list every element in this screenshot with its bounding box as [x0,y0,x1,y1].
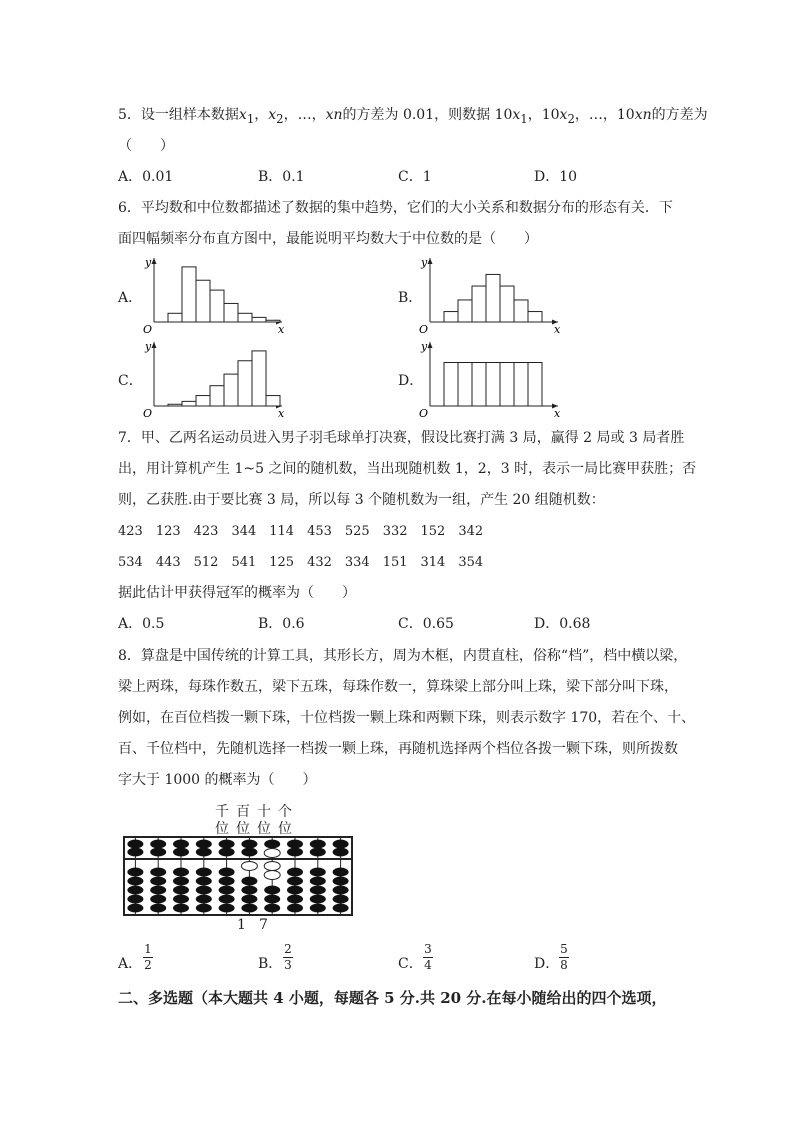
abacus-bead [150,868,166,877]
abacus-bead [219,886,235,895]
denominator: 2 [144,958,152,972]
histogram-bar [168,313,182,322]
q5-stem [118,104,708,126]
q8-line2: 梁上两珠，每珠作数五，梁下五珠，每珠作数一，算珠梁上部分叫上珠，梁下部分叫下珠， [118,679,678,695]
q5-var: x [559,107,568,123]
abacus-bead [127,886,143,895]
histogram-bar [210,290,224,322]
abacus-bead [196,840,212,849]
abacus-bead [310,848,326,857]
abacus-bead [173,840,189,849]
q5-sub1: 1 [246,111,255,126]
q8-option-b[interactable]: B． [258,956,283,972]
x-axis-label: x [278,323,285,336]
abacus-bead [310,886,326,895]
q5-ten: 10 [616,107,635,123]
abacus-bead [333,877,349,886]
histogram-bar [224,303,238,322]
origin-label: O [143,323,153,336]
abacus-bead [127,895,143,904]
abacus-bead [173,848,189,857]
origin-label: O [419,323,429,336]
q5-text-b: 的方差为 0.01，则数据 10 [342,107,513,123]
histogram-c [142,336,292,420]
histogram-bar [514,363,528,407]
q5-var: x [238,107,247,123]
q8-option-c-fraction [423,943,433,972]
histogram-a [142,252,292,336]
abacus-bead [150,848,166,857]
q5-var: x [512,107,521,123]
q5-sub2: 2 [276,111,284,126]
x-axis-label: x [278,407,285,420]
section-2-heading: 二、多选题（本大题共 4 小题，每题各 5 分.共 20 分.在每小随给出的四个选项， [118,989,667,1007]
abacus-bead [287,868,303,877]
denominator: 3 [284,958,292,972]
q7-line3: 则，乙获胜.由于要比赛 3 局，所以每 3 个随机数为一组，产生 20 组随机数： [118,492,605,508]
q7-random-row1: 423 123 423 344 114 453 525 332 152 342 [118,524,484,539]
y-axis-label: y [421,340,428,353]
abacus-bead [287,904,303,913]
histogram-bar [458,300,472,322]
histogram-bar [252,317,266,322]
origin-label: O [419,407,429,420]
abacus-bead [287,848,303,857]
q5-option-c[interactable]: C．1 [398,169,432,185]
abacus-bead [150,904,166,913]
place-label: 十 [257,804,271,820]
histogram-bar [444,312,458,322]
histogram-bar [500,286,514,322]
y-axis-arrow [152,258,157,264]
abacus-figure [120,835,356,919]
q5-option-a[interactable]: A．0.01 [118,169,174,185]
abacus-bead [196,877,212,886]
denominator: 8 [560,958,568,972]
histogram-bar [196,280,210,322]
q5-ellipsis: ，…， [574,107,617,123]
q5-comma: ， [254,107,269,123]
histogram-bar [486,363,500,407]
place-label: 千 [215,804,229,820]
q7-line1: 7．甲、乙两名运动员进入男子羽毛球单打决赛，假设比赛打满 3 局，赢得 2 局或 3 局者胜 [118,430,685,446]
y-axis-label: y [145,256,152,269]
abacus-bead [287,840,303,849]
q8-line5: 字大于 1000 的概率为（ ） [118,772,317,788]
abacus-bead-active [264,862,280,871]
histogram-bar [252,351,266,406]
place-label: 位 [215,821,229,837]
histogram-bar [266,396,280,406]
abacus-bead [264,895,280,904]
q7-option-a[interactable]: A．0.5 [118,616,165,632]
abacus-bead [173,877,189,886]
abacus-bead [196,848,212,857]
q6-option-a-label[interactable]: A． [118,290,143,306]
y-axis-arrow [152,342,157,348]
q6-line2: 面四幅频率分布直方图中，最能说明平均数大于中位数的是（ ） [118,231,538,247]
abacus-bead [287,895,303,904]
abacus-bead [310,895,326,904]
abacus-bead [333,895,349,904]
y-axis-label: y [421,256,428,269]
histogram-bar [500,363,514,407]
q8-line1: 8．算盘是中国传统的计算工具，其形长方，周为木框，内贯直柱，俗称“档”，档中横以梁， [118,648,688,664]
abacus-bead [196,886,212,895]
q6-option-b-label[interactable]: B． [398,290,423,306]
q7-option-b[interactable]: B．0.6 [258,616,305,632]
abacus-bead [241,895,257,904]
histogram-d [418,336,568,420]
q8-option-d-fraction [559,943,569,972]
q7-line4: 据此估计甲获得冠军的概率为（ ） [118,585,356,601]
q5-text-a: 5．设一组样本数据 [118,107,239,123]
histogram-bar [528,363,542,407]
q8-option-d[interactable]: D． [534,956,560,972]
x-axis-label: x [554,323,561,336]
histogram-b [418,252,568,336]
abacus-bead [333,848,349,857]
abacus-bead [127,877,143,886]
abacus-bead [127,904,143,913]
abacus-bead [196,904,212,913]
q5-xn: xn [325,107,343,123]
histogram-bar [458,363,472,407]
abacus-bead [173,868,189,877]
histogram-bar [168,404,182,406]
q5-sub2: 2 [567,111,575,126]
abacus-bead [150,877,166,886]
abacus-bead [150,886,166,895]
place-label: 位 [257,821,271,837]
abacus-bead [150,895,166,904]
q8-option-a-fraction [143,943,153,972]
abacus-bead [333,840,349,849]
q5-option-d[interactable]: D．10 [534,169,578,185]
place-label: 百 [236,804,250,820]
histogram-bar [224,374,238,406]
abacus-bead [333,868,349,877]
q7-option-d[interactable]: D．0.68 [534,616,591,632]
histogram-bar [210,386,224,406]
abacus-bead [173,886,189,895]
place-label: 个 [278,804,292,820]
abacus-bead [287,877,303,886]
q7-line2: 出，用计算机产生 1~5 之间的随机数，当出现随机数 1，2，3 时，表示一局比赛甲获胜；否 [118,461,697,477]
numerator: 3 [424,942,432,956]
abacus-bead [173,904,189,913]
histogram-bar [486,274,500,322]
abacus-digit-7: 7 [259,917,268,933]
abacus-bead-active [241,862,257,871]
abacus-bead [241,840,257,849]
q8-option-b-fraction [283,943,293,972]
q5-text-c: 的方差为 [651,107,708,123]
abacus-bead [333,904,349,913]
q5-ten: 10 [541,107,560,123]
abacus-bead-active [264,849,280,858]
histogram-bar [444,363,458,407]
abacus-bead [333,886,349,895]
abacus-bead [241,848,257,857]
abacus-bead [127,848,143,857]
q5-paren: （ ） [118,138,174,154]
place-label: 位 [236,821,250,837]
numerator: 2 [284,942,292,956]
abacus-bead [219,868,235,877]
q6-option-d-label[interactable]: D． [398,373,424,389]
q5-sub1: 1 [520,111,528,126]
abacus-bead [150,840,166,849]
histogram-bar [266,320,280,322]
abacus-bead [310,868,326,877]
denominator: 4 [424,958,432,972]
abacus-bead [196,868,212,877]
histogram-bar [472,286,486,322]
q6-line1: 6．平均数和中位数都描述了数据的集中趋势，它们的大小关系和数据分布的形态有关．下 [118,200,673,216]
q8-option-c[interactable]: C． [398,956,423,972]
y-axis-arrow [428,342,433,348]
abacus-bead [219,840,235,849]
histogram-bar [514,300,528,322]
histogram-bar [472,363,486,407]
place-label: 位 [278,821,292,837]
abacus-bead [127,868,143,877]
abacus-bead [173,895,189,904]
q5-comma: ， [527,107,542,123]
histogram-bar [238,361,252,406]
abacus-bead [241,904,257,913]
abacus-bead [127,840,143,849]
abacus-bead [241,886,257,895]
q5-ellipsis: ，…， [283,107,326,123]
histogram-bar [182,267,196,322]
histogram-bar [182,401,196,406]
abacus-bead [264,840,280,849]
abacus-bead [310,877,326,886]
abacus-bead [219,904,235,913]
histogram-bar [238,313,252,322]
abacus-bead [219,848,235,857]
abacus-bead [264,886,280,895]
abacus-digit-1: 1 [237,917,246,933]
abacus-bead [310,840,326,849]
abacus-bead [219,895,235,904]
abacus-bead [287,886,303,895]
q7-option-c[interactable]: C．0.65 [398,616,454,632]
x-axis-label: x [554,407,561,420]
y-axis-arrow [428,258,433,264]
numerator: 1 [144,942,152,956]
histogram-bar [196,396,210,406]
abacus-bead [310,904,326,913]
origin-label: O [143,407,153,420]
q6-option-c-label[interactable]: C． [118,373,143,389]
q5-xn: xn [634,107,652,123]
q8-line3: 例如，在百位档拨一颗下珠，十位档拨一颗上珠和两颗下珠，则表示数字 170，若在个、十、 [118,710,696,726]
abacus-bead [219,877,235,886]
q8-line4: 百、千位档中，先随机选择一档拨一颗上珠，再随机选择两个档位各拨一颗下珠，则所拨数 [118,741,678,757]
abacus-bead [241,877,257,886]
q7-random-row2: 534 443 512 541 125 432 334 151 314 354 [118,555,484,570]
y-axis-label: y [145,340,152,353]
abacus-bead-active [264,871,280,880]
q8-option-a[interactable]: A． [118,956,143,972]
q5-option-b[interactable]: B．0.1 [258,169,305,185]
q5-var: x [268,107,277,123]
numerator: 5 [560,942,568,956]
abacus-bead [196,895,212,904]
histogram-bar [528,312,542,322]
abacus-bead [264,904,280,913]
